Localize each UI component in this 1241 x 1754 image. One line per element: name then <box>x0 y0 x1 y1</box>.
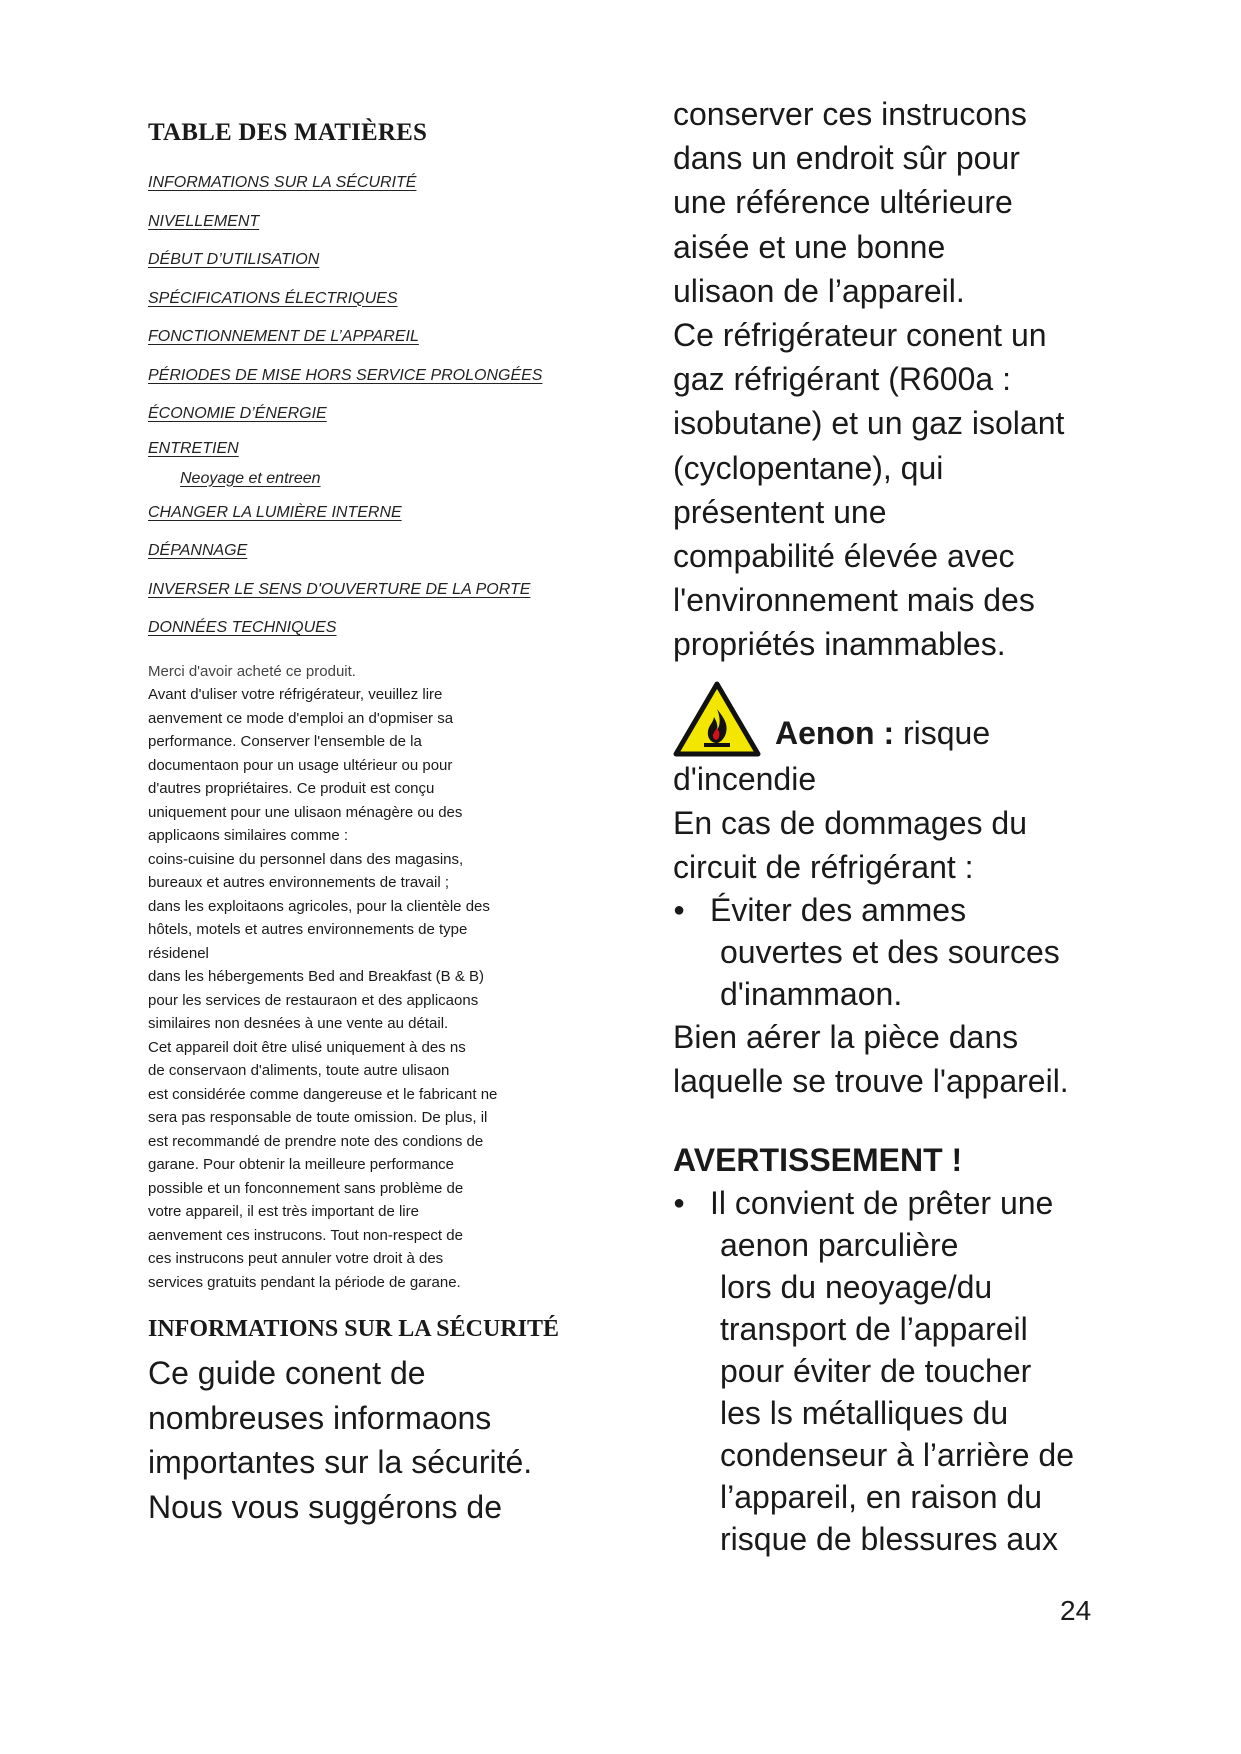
intro-line: coins-cuisine du personnel dans des magasins, <box>148 850 464 868</box>
body-line: dans un endroit sûr pour <box>673 140 1020 177</box>
toc-link-inverser-porte[interactable]: INVERSER LE SENS D'OUVERTURE DE LA PORTE <box>148 580 531 598</box>
intro-line: ces instrucons peut annuler votre droit à des <box>148 1250 444 1267</box>
refrigerant-paragraph <box>673 757 1103 890</box>
intro-line: sera pas responsable de toute omission. De plus, il <box>148 1109 488 1126</box>
ventilation-paragraph <box>673 1015 1103 1103</box>
bullet-first-line: Il convient de prêter une <box>710 1184 1054 1221</box>
body-line: d'incendie <box>673 760 817 797</box>
intro-line: uniquement pour une ulisaon ménagère ou des <box>148 803 463 821</box>
warning-risk: risque <box>894 714 991 751</box>
intro-line: dans les exploitaons agricoles, pour la clientèle des <box>148 897 490 915</box>
toc-link-lumiere-interne[interactable]: CHANGER LA LUMIÈRE INTERNE <box>148 503 402 521</box>
flammable-warning-icon <box>673 681 761 757</box>
toc-link-nivellement[interactable]: NIVELLEMENT <box>148 212 260 230</box>
intro-line: possible et un fonconnement sans problème de <box>148 1179 464 1197</box>
intro-line: résidenel <box>148 944 209 962</box>
bullet-cleaning-caution <box>673 1182 1103 1560</box>
toc-list <box>148 164 578 648</box>
intro-line: dans les hébergements Bed and Breakfast (B & B) <box>148 968 485 985</box>
intro-line: applicaons similaires comme : <box>148 827 349 844</box>
security-line: nombreuses informaons <box>148 1399 492 1436</box>
intro-line: pour les services de restauraon et des applicaons <box>148 991 479 1009</box>
intro-line: Merci d'avoir acheté ce produit. <box>148 662 356 680</box>
security-line: Nous vous suggérons de <box>148 1488 502 1525</box>
bullet-cont-line: lors du neoyage/du <box>720 1268 993 1305</box>
body-line: compabilité élevée avec <box>673 538 1015 575</box>
right-column <box>673 92 1103 1560</box>
body-line: laquelle se trouve l'appareil. <box>673 1063 1069 1100</box>
avertissement-bullets <box>673 1182 1103 1560</box>
body-line: ulisaon de l’appareil. <box>673 272 965 309</box>
bullet-cont-line: condenseur à l’arrière de <box>720 1436 1074 1473</box>
security-paragraph <box>148 1351 578 1529</box>
security-line: Ce guide conent de <box>148 1355 426 1392</box>
intro-line: votre appareil, il est très important de lire <box>148 1203 419 1220</box>
body-line: (cyclopentane), qui <box>673 449 944 486</box>
left-column <box>148 118 578 1530</box>
body-line: isobutane) et un gaz isolant <box>673 405 1065 442</box>
intro-line: Cet appareil doit être ulisé uniquement à des ns <box>148 1038 466 1056</box>
intro-line: hôtels, motels et autres environnements de type <box>148 921 468 938</box>
body-line: En cas de dommages du <box>673 804 1027 841</box>
avertissement-title: AVERTISSEMENT ! <box>673 1141 963 1178</box>
intro-line: est recommandé de prendre note des condions de <box>148 1132 484 1150</box>
intro-line: est considérée comme dangereuse et le fabricant ne <box>148 1085 498 1103</box>
body-line: Bien aérer la pièce dans <box>673 1019 1019 1056</box>
bullet-cont-line: transport de l’appareil <box>720 1310 1028 1347</box>
intro-line: similaires non desnées à une vente au détail. <box>148 1015 449 1032</box>
intro-line: de conservaon d'aliments, toute autre ulisaon <box>148 1062 450 1079</box>
refrigerant-bullets <box>673 889 1103 1015</box>
intro-line: aenvement ces instrucons. Tout non-respect de <box>148 1226 463 1244</box>
toc-link-nettoyage[interactable]: Neoyage et entreen <box>180 469 321 487</box>
toc-title: TABLE DES MATIÈRES <box>148 119 428 146</box>
toc-link-depannage[interactable]: DÉPANNAGE <box>148 542 248 559</box>
bullet-cont-line: l’appareil, en raison du <box>720 1478 1042 1515</box>
body-line: gaz réfrigérant (R600a : <box>673 361 1011 398</box>
bullet-cont-line: les ls métalliques du <box>720 1394 1009 1431</box>
intro-line: documentaon pour un usage ultérieur ou pour <box>148 756 453 774</box>
intro-line: services gratuits pendant la période de garane. <box>148 1273 461 1291</box>
toc-link-economie-energie[interactable]: ÉCONOMIE D’ÉNERGIE <box>148 405 327 422</box>
toc-link-fonctionnement[interactable]: FONCTIONNEMENT DE L’APPAREIL <box>148 328 419 345</box>
intro-line: d'autres propriétaires. Ce produit est conçu <box>148 780 435 797</box>
intro-line: garane. Pour obtenir la meilleure performance <box>148 1156 454 1173</box>
body-line: aisée et une bonne <box>673 228 946 265</box>
body-line: une référence ultérieure <box>673 184 1013 221</box>
security-line: importantes sur la sécurité. <box>148 1444 533 1481</box>
toc-link-debut-utilisation[interactable]: DÉBUT D’UTILISATION <box>148 251 320 268</box>
warning-label: Aenon : <box>775 714 895 751</box>
bullet-cont-line: ouvertes et des sources <box>720 934 1060 971</box>
fire-warning-row <box>673 677 1103 757</box>
bullet-first-line: Éviter des ammes <box>710 892 967 929</box>
page-number: 24 <box>1060 1595 1092 1626</box>
body-line: présentent une <box>673 493 887 530</box>
toc-link-entretien[interactable]: ENTRETIEN <box>148 439 239 457</box>
body-line: Ce réfrigérateur conent un <box>673 317 1047 354</box>
toc-link-specifications[interactable]: SPÉCIFICATIONS ÉLECTRIQUES <box>148 289 398 307</box>
bullet-cont-line: risque de blessures aux <box>720 1520 1058 1557</box>
intro-line: aenvement ce mode d'emploi an d'opmiser sa <box>148 709 454 727</box>
body-line: circuit de réfrigérant : <box>673 849 974 886</box>
bullet-cont-line: pour éviter de toucher <box>720 1352 1032 1389</box>
intro-line: bureaux et autres environnements de travail ; <box>148 874 450 891</box>
intro-line: Avant d'uliser votre réfrigérateur, veuillez lire <box>148 686 443 703</box>
body-line: l'environnement mais des <box>673 582 1035 619</box>
bullet-cont-line: d'inammaon. <box>720 976 903 1013</box>
body-line: conserver ces instrucons <box>673 96 1027 132</box>
body-line: propriétés inammables. <box>673 626 1006 663</box>
warning-text <box>775 711 990 757</box>
bullet-cont-line: aenon parculière <box>720 1226 959 1263</box>
bullet-avoid-flames <box>673 889 1103 1015</box>
storage-and-gas-paragraph <box>673 92 1103 667</box>
security-section-title: INFORMATIONS SUR LA SÉCURITÉ <box>148 1316 559 1342</box>
toc-link-mise-hors-service[interactable]: PÉRIODES DE MISE HORS SERVICE PROLONGÉES <box>148 366 543 384</box>
intro-paragraph <box>148 660 578 1295</box>
toc-link-securite[interactable]: INFORMATIONS SUR LA SÉCURITÉ <box>148 174 417 191</box>
toc-link-donnees-techniques[interactable]: DONNÉES TECHNIQUES <box>148 619 337 636</box>
intro-line: performance. Conserver l'ensemble de la <box>148 733 422 750</box>
